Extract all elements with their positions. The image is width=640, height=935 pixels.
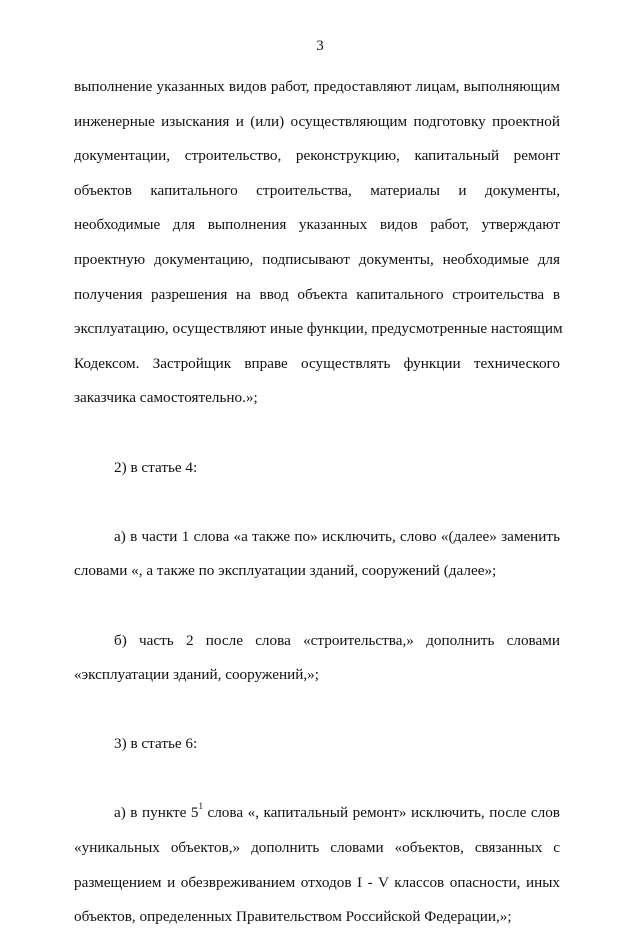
text-line: проектную документацию, подписывают документы, необходимые для xyxy=(74,250,560,268)
text-line: эксплуатацию, осуществляют иные функции, предусмотренные настоящим xyxy=(74,320,563,338)
text-line: документации, строительство, реконструкцию, капитальный ремонт xyxy=(74,147,560,165)
superscript: 1 xyxy=(198,801,203,812)
text-run: а) в пункте 5 xyxy=(114,804,199,822)
paragraph-item-2b xyxy=(74,624,560,693)
text-line: Кодексом. Застройщик вправе осуществлять функции технического xyxy=(74,354,560,372)
text-line xyxy=(74,796,560,831)
page-number: 3 xyxy=(316,38,324,54)
text-line: словами «, а также по эксплуатации зданий, сооружений (далее»; xyxy=(74,562,497,580)
text-line: «уникальных объектов,» дополнить словами «объектов, связанных с xyxy=(74,839,560,857)
text-line: заказчика самостоятельно.»; xyxy=(74,389,258,407)
text-line: а) в части 1 слова «а также по» исключить, слово «(далее» заменить xyxy=(114,527,560,545)
document-body xyxy=(74,70,563,935)
text-line: получения разрешения на ввод объекта капитального строительства в xyxy=(74,285,560,303)
text-run: слова «, капитальный ремонт» исключить, после слов xyxy=(202,804,560,822)
item-heading-article-4: 2) в статье 4: xyxy=(114,458,198,476)
text-line: инженерные изыскания и (или) осуществляющим подготовку проектной xyxy=(74,112,560,130)
text-line: размещением и обезвреживанием отходов I - V классов опасности, иных xyxy=(74,873,560,891)
text-line: выполнение указанных видов работ, предоставляют лицам, выполняющим xyxy=(74,78,560,95)
paragraph-technical-customer xyxy=(74,70,563,416)
text-line: необходимые для выполнения указанных видов работ, утверждают xyxy=(74,216,560,234)
text-line: объектов, определенных Правительством Российской Федерации,»; xyxy=(74,908,512,926)
paragraph-item-3a xyxy=(74,796,560,934)
text-line: б) часть 2 после слова «строительства,» дополнить словами xyxy=(114,631,560,649)
text-line: «эксплуатации зданий, сооружений,»; xyxy=(74,666,319,684)
item-heading-article-6: 3) в статье 6: xyxy=(114,735,198,753)
paragraph-item-2a xyxy=(74,520,560,589)
text-line: объектов капитального строительства, материалы и документы, xyxy=(74,181,560,199)
